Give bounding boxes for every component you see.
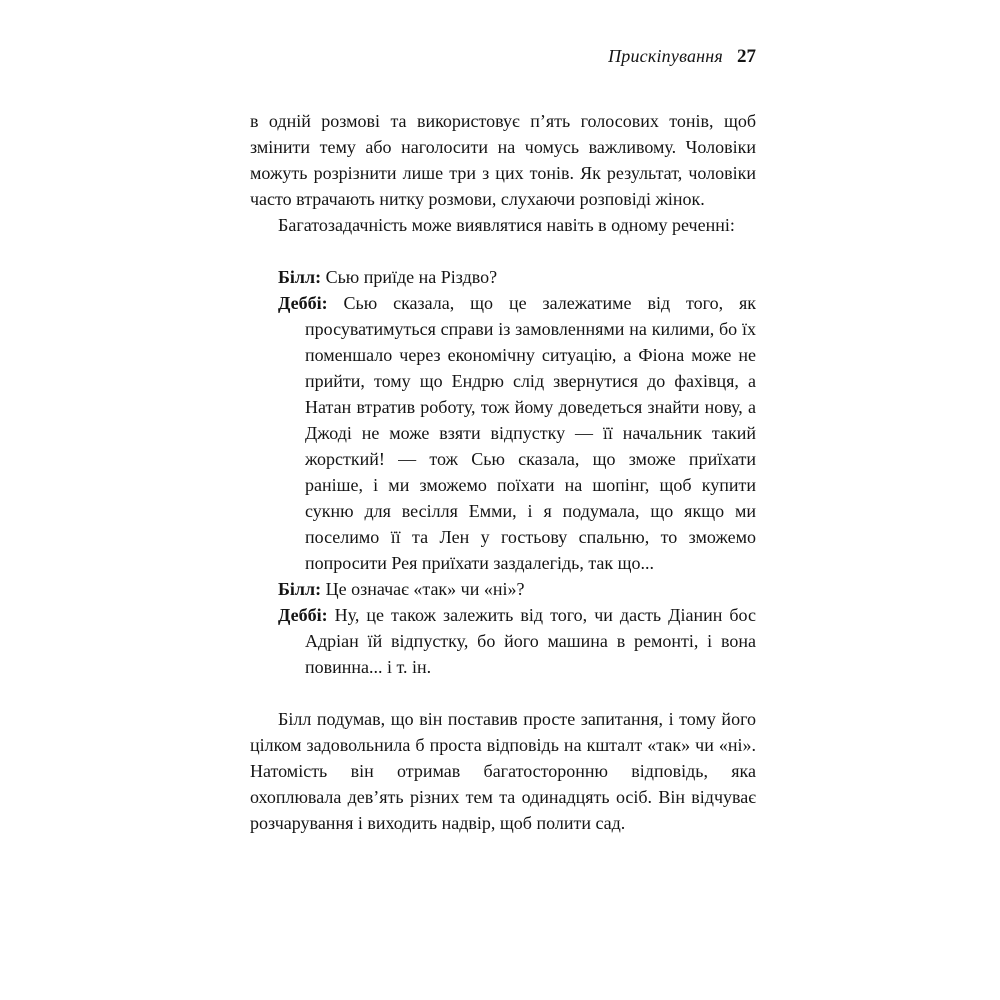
dialogue-text: Сью сказала, що це залежатиме від того, як просуватимуться справи із замовленнями на килими, бо їх поменшало через економічну ситуацію, а Фіона може не прийти, тому що Ендрю слід звернутися до фахівця, а Натан втратив роботу, тож йому доведеться знайти нову, а Джоді не може взяти відпустку — її начальник такий жорсткий! — тож Сью сказала, що зможе приїхати раніше, і ми зможемо поїхати на шопінг, щоб купити сукню для весілля Емми, і я подумала, що якщо ми поселимо її та Лен у гостьову спальню, то зможемо попросити Рея приїхати заздалегідь, так що... (305, 293, 757, 573)
paragraph-continuation: в одній розмові та використовує п’ять голосових тонів, щоб змінити тему або наголосити на чомусь важливому. Чоловіки можуть розрізнити лише три з цих тонів. Як результат, чоловіки часто втрачають нитку розмови, слухаючи розповіді жінок. (250, 111, 756, 209)
dialogue-speaker: Білл: (278, 267, 322, 287)
dialogue-entry (278, 290, 756, 576)
running-header-title: Прискіпування (608, 46, 723, 66)
dialogue-speaker: Деббі: (278, 605, 328, 625)
dialogue-entry (278, 264, 756, 290)
dialogue-text: Сью приїде на Різдво? (325, 267, 498, 287)
page-number: 27 (737, 46, 756, 67)
body-text (250, 108, 756, 836)
dialogue-entry (278, 576, 756, 602)
dialogue-block (250, 264, 756, 680)
paragraph-intro: Багатозадачність може виявлятися навіть в одному реченні: (278, 215, 735, 235)
dialogue-speaker: Білл: (278, 579, 322, 599)
dialogue-entry (278, 602, 756, 680)
dialogue-text: Ну, це також залежить від того, чи дасть Діанин бос Адріан їй відпустку, бо його машина в ремонті, і вона повинна... і т. ін. (305, 605, 756, 677)
paragraph-closing: Білл подумав, що він поставив просте запитання, і тому його цілком задовольнила б проста відповідь на кшталт «так» чи «ні». Натомість він отримав багатосторонню відповідь, яка охоплювала дев’ять різних тем та одинадцять осіб. Він відчуває розчарування і виходить надвір, щоб полити сад. (250, 709, 756, 833)
running-header (250, 46, 756, 68)
dialogue-speaker: Деббі: (278, 293, 328, 313)
text-column (250, 46, 756, 836)
dialogue-text: Це означає «так» чи «ні»? (325, 579, 525, 599)
